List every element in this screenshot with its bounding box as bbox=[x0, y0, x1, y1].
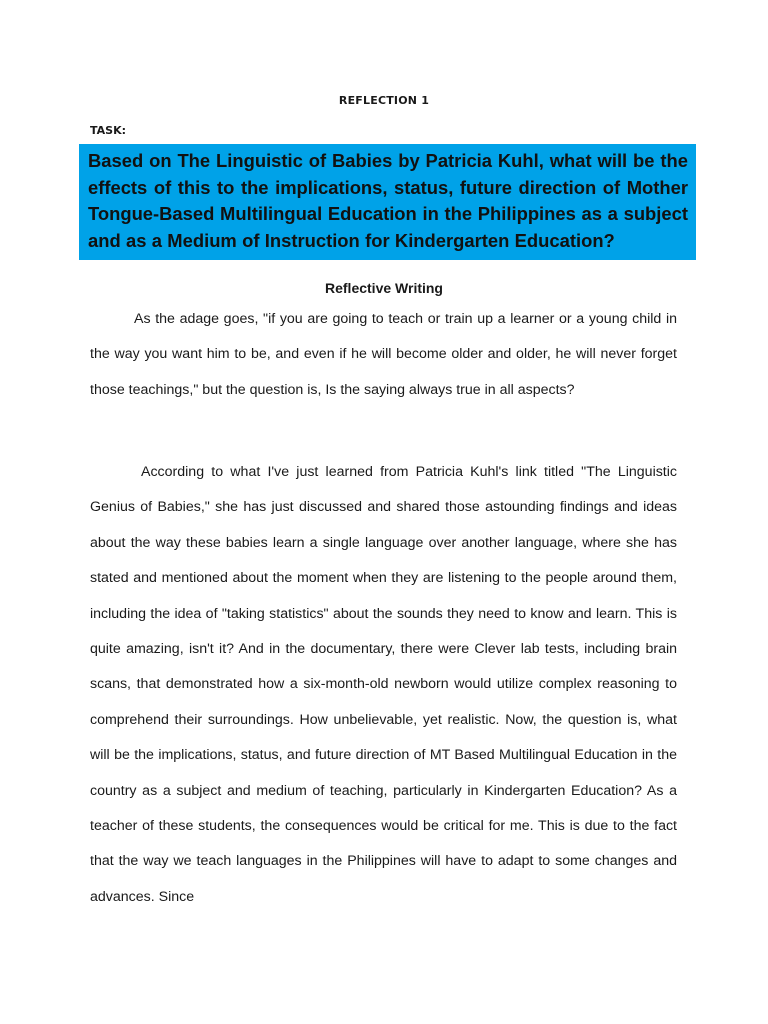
task-question-box bbox=[79, 144, 696, 260]
task-label: TASK: bbox=[90, 124, 127, 137]
section-heading: Reflective Writing bbox=[325, 280, 443, 296]
body-paragraph-2: According to what I've just learned from Patricia Kuhl's link titled "The Linguistic Genius of Babies," she has just discussed and shared those astounding findings and ideas about the way these babies learn a single language over another language, where she has stated and mentioned about the moment when they are listening to the people around them, including the idea of "taking statistics" about the sounds they need to know and learn. This is quite amazing, isn't it? And in the documentary, there were Clever lab tests, including brain scans, that demonstrated how a six-month-old newborn would utilize complex reasoning to comprehend their surroundings. How unbelievable, yet realistic. Now, the question is, what will be the implications, status, and future direction of MT Based Multilingual Education in the country as a subject and medium of teaching, particularly in Kindergarten Education? As a teacher of these students, the consequences would be critical for me. This is due to the fact that the way we teach languages in the Philippines will have to adapt to some changes and advances. Since bbox=[90, 464, 677, 905]
document-title: REFLECTION 1 bbox=[338, 94, 430, 107]
task-question-text: Based on The Linguistic of Babies by Patricia Kuhl, what will be the effects of this to the implications, status, future direction of Mother Tongue-Based Multilingual Education in the Philippines as a subject and as a Medium of Instruction for Kindergarten Education? bbox=[88, 150, 688, 251]
body-paragraph-1: As the adage goes, "if you are going to teach or train up a learner or a young child in the way you want him to be, and even if he will become older and older, he will never forget those teachings," but the question is, Is the saying always true in all aspects? bbox=[90, 311, 677, 398]
